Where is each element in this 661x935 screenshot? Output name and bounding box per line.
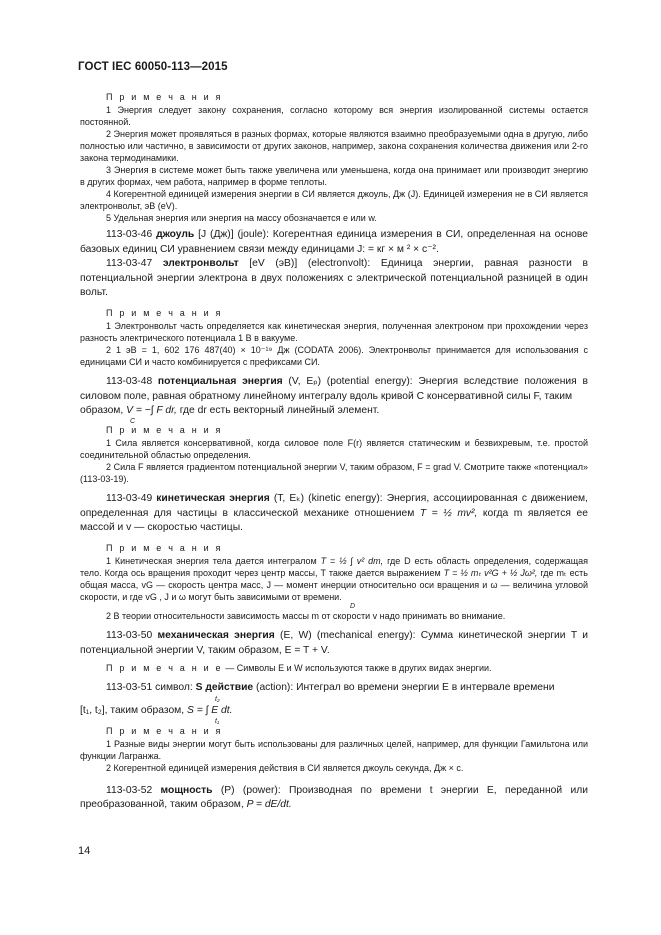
notes-label: П р и м е ч а н и я (106, 725, 223, 736)
note-item: 1 Электронвольт часть определяется как кинетическая энергия, полученная электроном при прохождении через разность электрического потенциала 1 В в вакууме. (80, 320, 588, 343)
formula: P = dE/dt. (246, 799, 292, 811)
note-text: — Символы E и W используются также в других видах энергии. (225, 663, 492, 674)
notes-label: П р и м е ч а н и я (106, 425, 223, 436)
term-name: мощность (160, 784, 213, 796)
term-definition: (P) (power): Производная по времени t энергии E, переданной или преобразованной, таким образом, (80, 784, 588, 811)
page-number: 14 (78, 845, 91, 857)
term-definition: [eV (эВ)] (electronvolt): Единица энергии, равная разности в потенциальной энергии электрона в двух положениях с электрической потенциальной разницей в один вольт. (80, 258, 588, 299)
page-content (80, 92, 588, 813)
term-name: S действие (195, 682, 254, 694)
note-item: 1 Сила является консервативной, когда силовое поле F(r) является статическим и безвихревым, т.е. простой соединительной областью определения. (80, 438, 588, 461)
document-header: ГОСТ IEC 60050-113—2015 (78, 61, 228, 73)
term-definition: [J (Дж)] (joule): Когерентная единица измерения в СИ, определенная на основе базовых единиц СИ уравнением связи между единицами J: = кг × м ² × с⁻². (80, 229, 588, 255)
term-number: 113-03-50 (106, 629, 153, 641)
term-definition: (E, W) (mechanical energy): Сумма кинетической энергии T и потенциальной энергии V, таким образом, E = T + V. (80, 629, 588, 656)
formula: T = ½ ∫ v² dm, (320, 555, 384, 566)
term-name: кинетическая энергия (156, 493, 270, 505)
note-text: где D есть область определения, содержащая тело. Когда ось вращения проходит через центр массы, T также дается выражением (80, 555, 588, 578)
formula-prefix: [t₁, t₂], таким образом, (80, 704, 185, 716)
term-number: 113-03-52 (106, 784, 153, 796)
formula: S = ∫ E dt. (187, 704, 233, 716)
note-item: 2 Энергия может проявляться в разных формах, которые являются взаимно преобразуемыми одна в другую, либо полностью или частично, в зависимости от других законов, например, закона сохранения количества движения или 2-го закона термодинамики. (80, 129, 588, 163)
term-definition: (action): Интеграл во времени энергии E в интервале времени (256, 682, 555, 694)
term-name: джоуль (156, 229, 195, 240)
term-entry-48 (80, 375, 588, 404)
term-definition-cont: когда m является ее массой и v — скоростью частицы. (80, 507, 588, 534)
notes-label: П р и м е ч а н и я (106, 307, 223, 318)
note-item: 2 Сила F является градиентом потенциальной энергии V, таким образом, F = grad V. Смотрите также «потенциал» (113-03-19). (80, 462, 588, 485)
term-definition: (V, Eₚ) (potential energy): Энергия вследствие положения в силовом поле, равная обратному линейному интегралу вдоль кривой C консервативной силы F, таким (80, 375, 588, 402)
note-item: 5 Удельная энергия или энергия на массу обозначается e или w. (106, 213, 377, 223)
note-item (80, 555, 588, 603)
term-number: 113-03-47 (106, 258, 153, 270)
formula: V = −∫ F dr, (126, 405, 177, 417)
term-number: 113-03-49 (106, 493, 153, 505)
note-item: 1 Разные виды энергии могут быть использованы для различных целей, например, для функции Гамильтона или функции Лагранжа. (80, 738, 588, 761)
formula-line (80, 704, 588, 718)
notes-label: П р и м е ч а н и я (106, 542, 223, 553)
note-text: 1 Кинетическая энергия тела дается интегралом (106, 555, 317, 566)
formula-prefix: образом, (80, 405, 124, 417)
note-item: 2 В теории относительности зависимость массы m от скорости v надо принимать во внимание. (106, 610, 506, 621)
notes-label: П р и м е ч а н и я (106, 92, 223, 102)
term-entry-50 (80, 629, 588, 658)
term-entry-46 (80, 228, 588, 257)
formula: T = ½ mₜ v²G + ½ Jω², (443, 567, 538, 578)
note-label: П р и м е ч а н и е (106, 663, 223, 674)
formula: T = ½ mv², (419, 507, 478, 519)
term-entry-49 (80, 492, 588, 536)
note-item: 4 Когерентной единицей измерения энергии в СИ является джоуль, Дж (J). Единицей измерения не в СИ является электронвольт, эВ (eV). (80, 189, 588, 211)
note-item: 3 Энергия в системе может быть также увеличена или уменьшена, когда она принимает или производит энергию в других формах, чем работа, например в форме теплоты. (80, 165, 588, 187)
integral-limit-bottom: t₁ (215, 717, 220, 725)
note-text: где mₜ есть общая масса, vG — скорость центра масс, J — момент инерции относительно оси вращения и ω — величина угловой скорости, и где vG , J и ω могут быть зависимыми от времени. (80, 567, 588, 602)
term-symbol-label: символ: (155, 682, 193, 694)
term-number: 113-03-51 (106, 682, 153, 694)
term-number: 113-03-48 (106, 375, 153, 387)
term-entry-52 (80, 784, 588, 813)
formula-suffix: где dr есть векторный линейный элемент. (179, 405, 380, 417)
note-item: 2 1 эВ = 1, 602 176 487(40) × 10⁻¹⁹ Дж (CODATA 2006). Электронвольт принимается для использования с единицами СИ и часто комбинируется с префиксами СИ. (80, 344, 588, 367)
integral-limit-top: t₂ (215, 695, 220, 703)
note-item: 2 Когерентной единицей измерения действия в СИ является джоуль секунда, Дж × с. (106, 762, 464, 773)
formula-line (80, 404, 588, 418)
term-name: электронвольт (162, 258, 239, 270)
term-entry-51 (80, 681, 588, 696)
term-name: потенциальная энергия (157, 375, 283, 387)
note-item: 1 Энергия следует закону сохранения, согласно которому вся энергия изолированной системы остается постоянной. (80, 105, 588, 127)
term-number: 113-03-46 (106, 229, 153, 240)
term-definition: (T, Eₖ) (kinetic energy): Энергия, ассоциированная с движением, определенная для частицы в классической механике отношением (80, 493, 588, 519)
note-single (80, 662, 588, 674)
integral-limit: C (130, 418, 136, 426)
term-entry-47 (80, 257, 588, 301)
term-name: механическая энергия (157, 629, 275, 641)
integral-limit: D (350, 602, 356, 610)
